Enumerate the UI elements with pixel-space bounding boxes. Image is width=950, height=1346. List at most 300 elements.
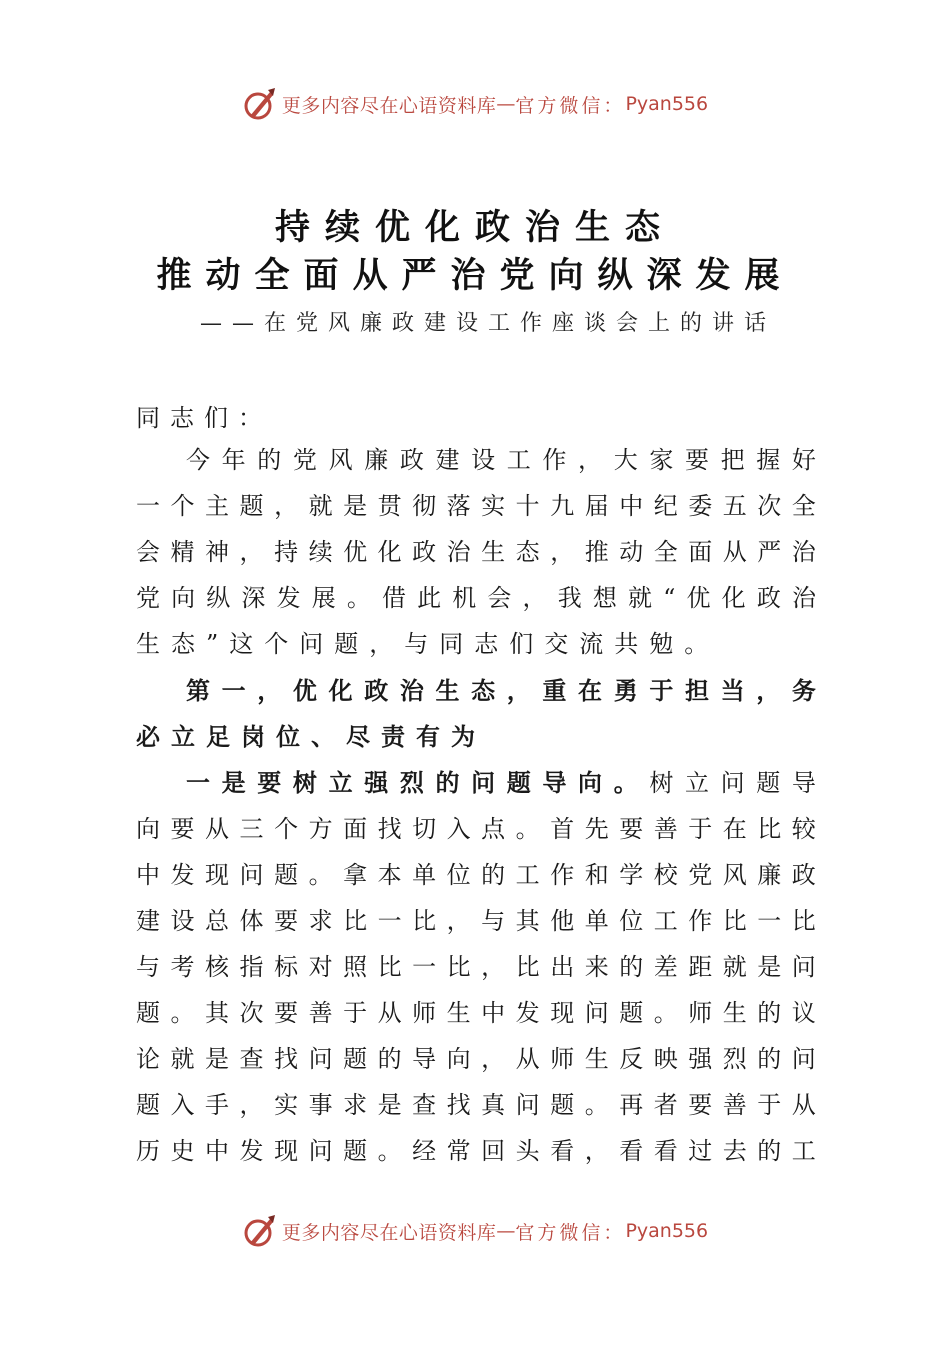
body-char: 贯 bbox=[377, 492, 402, 520]
body-char: 的 bbox=[757, 999, 782, 1027]
body-char: 找 bbox=[446, 1091, 471, 1119]
body-char: 要 bbox=[170, 815, 195, 843]
body-char: 我 bbox=[557, 584, 582, 612]
body-char: 题 bbox=[619, 999, 644, 1027]
body-char: 彻 bbox=[412, 492, 437, 520]
body-char: 问 bbox=[515, 1091, 540, 1119]
body-char: 续 bbox=[308, 538, 333, 566]
body-char: 师 bbox=[412, 999, 437, 1027]
body-char: 治 bbox=[399, 677, 424, 705]
body-char: 差 bbox=[653, 953, 678, 981]
body-char: 。 bbox=[346, 584, 371, 612]
body-char: 去 bbox=[722, 1137, 747, 1165]
body-char: 师 bbox=[550, 1045, 575, 1073]
body-char: 生 bbox=[481, 538, 506, 566]
body-char: 手 bbox=[205, 1091, 230, 1119]
body-char: 党 bbox=[136, 584, 160, 612]
body-char: 勇 bbox=[613, 677, 638, 705]
body-char: 问 bbox=[239, 861, 264, 889]
body-char: 。 bbox=[653, 999, 678, 1027]
body-char: 善 bbox=[653, 815, 678, 843]
body-char: 在 bbox=[722, 815, 747, 843]
body-char: 标 bbox=[274, 953, 299, 981]
body-char: 导 bbox=[542, 769, 567, 797]
body-char: 于 bbox=[757, 1091, 782, 1119]
body-char: 治 bbox=[791, 584, 816, 612]
body-char: 要 bbox=[619, 815, 644, 843]
body-char: 题 bbox=[343, 1045, 368, 1073]
body-char: 从 bbox=[515, 1045, 540, 1073]
body-char: 对 bbox=[308, 953, 333, 981]
body-char: 政 bbox=[756, 584, 781, 612]
body-char: 比 bbox=[515, 953, 540, 981]
body-char: 政 bbox=[412, 538, 437, 566]
body-char: 的 bbox=[757, 1137, 782, 1165]
body-char: 常 bbox=[446, 1137, 471, 1165]
body-char: ， bbox=[522, 584, 547, 612]
body-char: 次 bbox=[757, 492, 782, 520]
body-char: 过 bbox=[688, 1137, 713, 1165]
body-char: 借 bbox=[381, 584, 406, 612]
body-char: 全 bbox=[791, 492, 816, 520]
body-char: 先 bbox=[584, 815, 609, 843]
body-char: 考 bbox=[170, 953, 195, 981]
body-line bbox=[136, 536, 816, 568]
body-char: 设 bbox=[471, 446, 496, 474]
body-char: 经 bbox=[412, 1137, 437, 1165]
watermark-wechat-label: 官方微信： bbox=[515, 94, 626, 117]
body-line bbox=[136, 859, 816, 891]
body-char: 题 bbox=[274, 861, 299, 889]
body-char: 的 bbox=[257, 446, 282, 474]
body-char: 题 bbox=[550, 1091, 575, 1119]
body-char: 就 bbox=[308, 492, 333, 520]
body-char: 作 bbox=[542, 446, 567, 474]
body-char: 现 bbox=[550, 999, 575, 1027]
body-char: 中 bbox=[481, 999, 506, 1027]
body-char: 照 bbox=[343, 953, 368, 981]
body-char: 中 bbox=[205, 1137, 230, 1165]
body-char: 位 bbox=[619, 907, 644, 935]
body-char: 党 bbox=[292, 446, 317, 474]
body-char: 烈 bbox=[722, 1045, 747, 1073]
body-char: 要 bbox=[688, 1091, 713, 1119]
body-char: 工 bbox=[515, 861, 540, 889]
section-heading-line: 必立足岗位、尽责有为 bbox=[136, 723, 486, 751]
body-char: 与 bbox=[136, 953, 160, 981]
body-char: 问 bbox=[791, 1045, 816, 1073]
body-char: 出 bbox=[550, 953, 575, 981]
body-char: 问 bbox=[584, 999, 609, 1027]
body-char: 神 bbox=[205, 538, 230, 566]
body-char: 会 bbox=[136, 538, 160, 566]
body-char: 比 bbox=[446, 953, 471, 981]
body-char: 问 bbox=[471, 769, 496, 797]
body-char: 回 bbox=[481, 1137, 506, 1165]
body-char: 他 bbox=[550, 907, 575, 935]
body-char: 要 bbox=[274, 907, 299, 935]
body-char: 第 bbox=[186, 677, 210, 705]
body-char: 生 bbox=[435, 677, 460, 705]
body-char: 届 bbox=[584, 492, 609, 520]
body-char: 要 bbox=[257, 769, 282, 797]
body-char: 五 bbox=[722, 492, 747, 520]
body-char: 向 bbox=[171, 584, 196, 612]
body-char: 优 bbox=[686, 584, 711, 612]
body-char: 强 bbox=[364, 769, 389, 797]
body-char: ， bbox=[446, 907, 471, 935]
body-char: 作 bbox=[550, 861, 575, 889]
body-char: 题 bbox=[136, 1091, 160, 1119]
body-char: 优 bbox=[292, 677, 317, 705]
body-char: 问 bbox=[720, 769, 745, 797]
body-char: 中 bbox=[136, 861, 160, 889]
body-char: 全 bbox=[653, 538, 678, 566]
body-char: 会 bbox=[487, 584, 512, 612]
body-char: 学 bbox=[619, 861, 644, 889]
body-char: 一 bbox=[412, 953, 437, 981]
body-line bbox=[136, 1089, 816, 1121]
body-char: 的 bbox=[377, 1045, 402, 1073]
body-char: 推 bbox=[584, 538, 609, 566]
body-char: 态 bbox=[515, 538, 540, 566]
body-line bbox=[136, 997, 816, 1029]
body-char: 发 bbox=[515, 999, 540, 1027]
body-char: 现 bbox=[205, 861, 230, 889]
body-char: 政 bbox=[399, 446, 424, 474]
body-line bbox=[136, 1043, 816, 1075]
body-char: 政 bbox=[791, 861, 816, 889]
body-char: 纵 bbox=[206, 584, 231, 612]
body-char: 本 bbox=[377, 861, 402, 889]
body-char: 距 bbox=[688, 953, 713, 981]
watermark-dash: — bbox=[496, 93, 516, 115]
body-char: 严 bbox=[757, 538, 782, 566]
body-char: 校 bbox=[653, 861, 678, 889]
body-char: 实 bbox=[481, 492, 506, 520]
body-char: 治 bbox=[791, 538, 816, 566]
body-char: 家 bbox=[649, 446, 674, 474]
body-char: 就 bbox=[170, 1045, 195, 1073]
body-char: 十 bbox=[515, 492, 540, 520]
body-char: 担 bbox=[684, 677, 709, 705]
body-char: 查 bbox=[412, 1091, 437, 1119]
body-char: 于 bbox=[343, 999, 368, 1027]
body-char: 一 bbox=[221, 677, 246, 705]
body-char: 于 bbox=[688, 815, 713, 843]
body-char: 求 bbox=[308, 907, 333, 935]
body-char: 从 bbox=[377, 999, 402, 1027]
watermark-dash: — bbox=[496, 1220, 516, 1242]
body-char: 要 bbox=[684, 446, 709, 474]
body-char: 个 bbox=[274, 815, 299, 843]
body-char: 动 bbox=[619, 538, 644, 566]
subtitle: ——在党风廉政建设工作座谈会上的讲话 bbox=[200, 311, 777, 336]
body-char: 强 bbox=[688, 1045, 713, 1073]
body-char: 优 bbox=[343, 538, 368, 566]
body-char: 。 bbox=[308, 861, 333, 889]
body-char: 比 bbox=[791, 907, 816, 935]
body-char: 一 bbox=[757, 907, 782, 935]
quill-logo-icon bbox=[242, 86, 278, 122]
body-char: 。 bbox=[515, 815, 540, 843]
body-char: 化 bbox=[721, 584, 746, 612]
body-char: 工 bbox=[653, 907, 678, 935]
body-char: 是 bbox=[757, 953, 782, 981]
body-char: 重 bbox=[542, 677, 567, 705]
body-char: 师 bbox=[688, 999, 713, 1027]
body-line bbox=[136, 582, 816, 614]
body-line bbox=[136, 951, 816, 983]
body-char: ， bbox=[257, 677, 282, 705]
quill-logo-icon bbox=[242, 1213, 278, 1249]
body-char: 位 bbox=[446, 861, 471, 889]
body-char: 于 bbox=[649, 677, 674, 705]
body-char: 立 bbox=[328, 769, 353, 797]
body-char: 建 bbox=[435, 446, 460, 474]
body-char: 的 bbox=[481, 861, 506, 889]
body-char: 纪 bbox=[653, 492, 678, 520]
body-char: 头 bbox=[515, 1137, 540, 1165]
body-char: 入 bbox=[170, 1091, 195, 1119]
body-char: ， bbox=[584, 1137, 609, 1165]
body-char: 方 bbox=[308, 815, 333, 843]
body-char: 务 bbox=[791, 677, 816, 705]
body-char: 一 bbox=[377, 907, 402, 935]
body-char: 党 bbox=[688, 861, 713, 889]
body-char: 好 bbox=[791, 446, 816, 474]
body-char: ， bbox=[481, 1045, 506, 1073]
body-char: 实 bbox=[274, 1091, 299, 1119]
body-char: 态 bbox=[471, 677, 496, 705]
body-char: 题 bbox=[343, 1137, 368, 1165]
section-heading-line bbox=[186, 675, 816, 707]
body-char: 反 bbox=[619, 1045, 644, 1073]
watermark-site: 更多内容尽在心语资料库 bbox=[281, 1221, 497, 1244]
body-char: 面 bbox=[343, 815, 368, 843]
body-char: 指 bbox=[239, 953, 264, 981]
body-char: 当 bbox=[720, 677, 745, 705]
body-char: 其 bbox=[205, 999, 230, 1027]
body-char: ， bbox=[274, 492, 299, 520]
body-char: 善 bbox=[308, 999, 333, 1027]
body-char: 化 bbox=[328, 677, 353, 705]
watermark-site: 更多内容尽在心语资料库 bbox=[281, 94, 497, 117]
body-line bbox=[136, 1135, 816, 1167]
body-char: 风 bbox=[722, 861, 747, 889]
body-char: 比 bbox=[722, 907, 747, 935]
body-char: 历 bbox=[136, 1137, 160, 1165]
body-char: 事 bbox=[308, 1091, 333, 1119]
body-char: 是 bbox=[377, 1091, 402, 1119]
body-char: 总 bbox=[205, 907, 230, 935]
body-char: 真 bbox=[481, 1091, 506, 1119]
body-char: 看 bbox=[550, 1137, 575, 1165]
body-char: 比 bbox=[412, 907, 437, 935]
body-char: 机 bbox=[452, 584, 477, 612]
body-char: 工 bbox=[506, 446, 531, 474]
body-char: 比 bbox=[377, 953, 402, 981]
body-char: 点 bbox=[481, 815, 506, 843]
body-char: 单 bbox=[584, 907, 609, 935]
body-char: ， bbox=[239, 538, 264, 566]
body-char: 深 bbox=[241, 584, 266, 612]
body-char: 向 bbox=[136, 815, 160, 843]
body-line bbox=[136, 905, 816, 937]
body-char: 大 bbox=[613, 446, 638, 474]
body-char: 立 bbox=[684, 769, 709, 797]
body-char: 树 bbox=[292, 769, 317, 797]
footer-watermark bbox=[0, 1211, 950, 1251]
body-char: 三 bbox=[239, 815, 264, 843]
body-char: 善 bbox=[722, 1091, 747, 1119]
body-char: 就 bbox=[627, 584, 652, 612]
title-line-1: 持续优化政治生态 bbox=[274, 208, 675, 248]
body-char: 发 bbox=[239, 1137, 264, 1165]
body-char: 工 bbox=[791, 1137, 816, 1165]
body-char: 廉 bbox=[364, 446, 389, 474]
body-char: 风 bbox=[328, 446, 353, 474]
body-line: 生态”这个问题，与同志们交流共勉。 bbox=[136, 630, 720, 658]
body-char: 个 bbox=[170, 492, 195, 520]
body-char: 面 bbox=[688, 538, 713, 566]
body-char: 今 bbox=[186, 446, 210, 474]
body-char: 发 bbox=[276, 584, 301, 612]
body-char: ， bbox=[578, 446, 603, 474]
body-char: 较 bbox=[791, 815, 816, 843]
body-char: 。 bbox=[377, 1137, 402, 1165]
body-char: ， bbox=[550, 538, 575, 566]
body-char: 。 bbox=[584, 1091, 609, 1119]
body-char: ， bbox=[506, 677, 531, 705]
header-watermark bbox=[0, 84, 950, 124]
body-char: 想 bbox=[592, 584, 617, 612]
body-char: 精 bbox=[170, 538, 195, 566]
title-line-2: 推动全面从严治党向纵深发展 bbox=[156, 256, 794, 296]
body-char: 把 bbox=[720, 446, 745, 474]
body-char: 比 bbox=[343, 907, 368, 935]
body-char: ， bbox=[239, 1091, 264, 1119]
body-char: 看 bbox=[619, 1137, 644, 1165]
body-char: 体 bbox=[239, 907, 264, 935]
body-char: 政 bbox=[364, 677, 389, 705]
body-char: 来 bbox=[584, 953, 609, 981]
body-char: 建 bbox=[136, 907, 160, 935]
body-char: 其 bbox=[515, 907, 540, 935]
body-char: 此 bbox=[417, 584, 442, 612]
body-char: 导 bbox=[412, 1045, 437, 1073]
body-char: 首 bbox=[550, 815, 575, 843]
body-char: 题 bbox=[136, 999, 160, 1027]
body-char: 映 bbox=[653, 1045, 678, 1073]
body-char: 导 bbox=[791, 769, 816, 797]
body-char: 查 bbox=[239, 1045, 264, 1073]
body-char: 看 bbox=[653, 1137, 678, 1165]
body-char: 题 bbox=[506, 769, 531, 797]
body-char: 现 bbox=[274, 1137, 299, 1165]
body-char: 持 bbox=[274, 538, 299, 566]
body-char: 从 bbox=[205, 815, 230, 843]
body-char: 是 bbox=[221, 769, 246, 797]
body-char: 从 bbox=[722, 538, 747, 566]
body-char: 生 bbox=[446, 999, 471, 1027]
body-char: 次 bbox=[239, 999, 264, 1027]
body-char: 题 bbox=[756, 769, 781, 797]
body-char: 主 bbox=[205, 492, 230, 520]
body-char: 从 bbox=[791, 1091, 816, 1119]
body-char: 就 bbox=[722, 953, 747, 981]
body-char: 论 bbox=[136, 1045, 160, 1073]
body-line bbox=[186, 444, 816, 476]
body-char: 的 bbox=[757, 1045, 782, 1073]
body-char: 委 bbox=[688, 492, 713, 520]
body-char: 生 bbox=[722, 999, 747, 1027]
body-char: 单 bbox=[412, 861, 437, 889]
body-char: 找 bbox=[274, 1045, 299, 1073]
body-char: 一 bbox=[136, 492, 160, 520]
body-char: 化 bbox=[377, 538, 402, 566]
body-char: 一 bbox=[186, 769, 210, 797]
body-char: 与 bbox=[481, 907, 506, 935]
body-char: 和 bbox=[584, 861, 609, 889]
body-char: 拿 bbox=[343, 861, 368, 889]
body-char: 作 bbox=[688, 907, 713, 935]
body-char: “ bbox=[663, 584, 676, 612]
body-char: 握 bbox=[756, 446, 781, 474]
body-char: 发 bbox=[170, 861, 195, 889]
body-char: 向 bbox=[578, 769, 603, 797]
body-char: 入 bbox=[446, 815, 471, 843]
body-char: 问 bbox=[791, 953, 816, 981]
body-char: 史 bbox=[170, 1137, 195, 1165]
body-char: 问 bbox=[308, 1045, 333, 1073]
body-char: 树 bbox=[649, 769, 674, 797]
body-char: 题 bbox=[239, 492, 264, 520]
body-char: 比 bbox=[757, 815, 782, 843]
body-line bbox=[186, 767, 816, 799]
body-char: 的 bbox=[619, 953, 644, 981]
body-char: 核 bbox=[205, 953, 230, 981]
body-char: 烈 bbox=[399, 769, 424, 797]
body-char: 是 bbox=[343, 492, 368, 520]
body-line bbox=[136, 813, 816, 845]
watermark-wechat-label: 官方微信： bbox=[515, 1221, 626, 1244]
watermark-wechat-id: Pyan556 bbox=[625, 1220, 709, 1242]
body-char: 找 bbox=[377, 815, 402, 843]
body-char: 的 bbox=[435, 769, 460, 797]
body-char: 。 bbox=[170, 999, 195, 1027]
body-char: 落 bbox=[446, 492, 471, 520]
body-char: 问 bbox=[308, 1137, 333, 1165]
greeting: 同志们： bbox=[136, 404, 272, 432]
body-char: 。 bbox=[613, 769, 638, 797]
body-char: 设 bbox=[170, 907, 195, 935]
body-char: 再 bbox=[619, 1091, 644, 1119]
body-char: 展 bbox=[311, 584, 336, 612]
body-char: 者 bbox=[653, 1091, 678, 1119]
body-char: 生 bbox=[584, 1045, 609, 1073]
body-char: 议 bbox=[791, 999, 816, 1027]
body-char: ， bbox=[481, 953, 506, 981]
body-char: ， bbox=[756, 677, 781, 705]
body-char: 廉 bbox=[757, 861, 782, 889]
body-line bbox=[136, 490, 816, 522]
body-char: 在 bbox=[578, 677, 603, 705]
body-char: 求 bbox=[343, 1091, 368, 1119]
body-char: 治 bbox=[446, 538, 471, 566]
body-char: 切 bbox=[412, 815, 437, 843]
watermark-wechat-id: Pyan556 bbox=[625, 93, 709, 115]
